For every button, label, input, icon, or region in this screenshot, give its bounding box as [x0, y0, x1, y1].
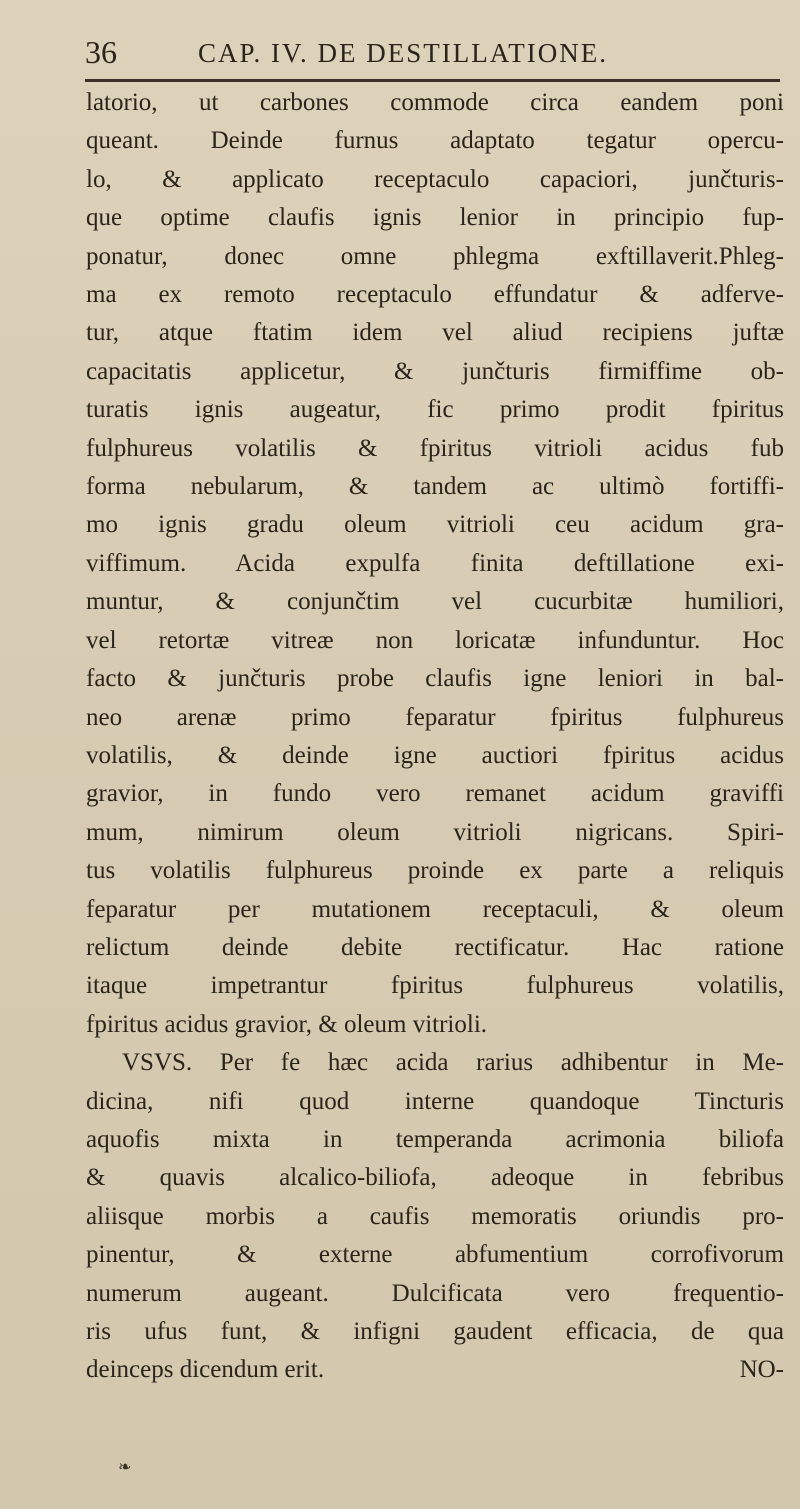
- text-line: lo, & applicato receptaculo capaciori, junčturis-: [86, 165, 784, 193]
- text-line: que optime claufis ignis lenior in principio fup-: [86, 204, 784, 232]
- usus-line: dicina, nifi quod interne quandoque Tincturis: [86, 1087, 784, 1115]
- text-line: neo arenæ primo feparatur fpiritus fulphureus: [86, 703, 784, 731]
- text-line: tus volatilis fulphureus proinde ex parte a reliquis: [86, 857, 784, 885]
- text-line: fpiritus acidus gravior, & oleum vitrioli.: [86, 1010, 488, 1038]
- text-line: ponatur, donec omne phlegma exftillaverit.Phleg-: [86, 242, 784, 270]
- text-line: itaque impetrantur fpiritus fulphureus volatilis,: [86, 972, 784, 1000]
- text-line: ma ex remoto receptaculo effundatur & adferve-: [86, 281, 784, 309]
- header-rule: [85, 79, 780, 82]
- usus-line: ris ufus funt, & infigni gaudent efficacia, de qua: [86, 1318, 784, 1345]
- text-line: mo ignis gradu oleum vitrioli ceu acidum gra-: [86, 511, 784, 539]
- body-text: [86, 84, 784, 1390]
- text-line: tur, atque ftatim idem vel aliud recipiens juftæ: [86, 319, 784, 347]
- text-line: forma nebularum, & tandem ac ultimò fortiffi-: [86, 473, 784, 501]
- usus-line: pinentur, & externe abfumentium corrofivorum: [86, 1241, 784, 1269]
- page-header: [85, 30, 785, 80]
- page-number: 36: [85, 34, 117, 70]
- text-line: feparatur per mutationem receptaculi, & oleum: [86, 895, 784, 923]
- usus-line: numerum augeant. Dulcificata vero frequentio-: [86, 1279, 784, 1307]
- text-line: facto & junčturis probe claufis igne leniori in bal-: [86, 665, 784, 693]
- text-line: fulphureus volatilis & fpiritus vitrioli acidus fub: [86, 434, 784, 462]
- ornament-icon: ❧: [118, 1457, 132, 1476]
- running-head: CAP. IV. DE DESTILLATIONE.: [198, 38, 608, 68]
- text-line: vel retortæ vitreæ non loricatæ infunduntur. Hoc: [86, 626, 784, 654]
- text-line: mum, nimirum oleum vitrioli nigricans. Spiri-: [86, 818, 784, 846]
- text-line: capacitatis applicetur, & junčturis firmiffime ob-: [86, 357, 784, 385]
- text-line: gravior, in fundo vero remanet acidum graviffi: [86, 780, 784, 808]
- text-line: relictum deinde debite rectificatur. Hac ratione: [86, 933, 784, 961]
- text-line: volatilis, & deinde igne auctiori fpiritus acidus: [86, 741, 784, 769]
- text-line: turatis ignis augeatur, fic primo prodit fpiritus: [86, 396, 784, 424]
- text-line: viffimum. Acida expulfa finita deftillatione exi-: [86, 549, 784, 577]
- usus-line: VSVS. Per fe hæc acida rarius adhibentur in Me-: [122, 1049, 784, 1077]
- text-line: queant. Deinde furnus adaptato tegatur opercu-: [86, 127, 784, 155]
- usus-line: aliisque morbis a caufis memoratis oriundis pro-: [86, 1202, 784, 1230]
- final-line: deinceps dicendum erit.: [86, 1356, 325, 1384]
- final-line-row: [86, 1351, 784, 1389]
- catchword: NO-: [739, 1356, 784, 1384]
- usus-line: aquofis mixta in temperanda acrimonia biliofa: [86, 1125, 784, 1153]
- text-line: muntur, & conjunčtim vel cucurbitæ humiliori,: [86, 588, 784, 616]
- text-line: latorio, ut carbones commode circa eandem poni: [86, 89, 784, 116]
- usus-line: & quavis alcalico-biliofa, adeoque in febribus: [86, 1164, 784, 1192]
